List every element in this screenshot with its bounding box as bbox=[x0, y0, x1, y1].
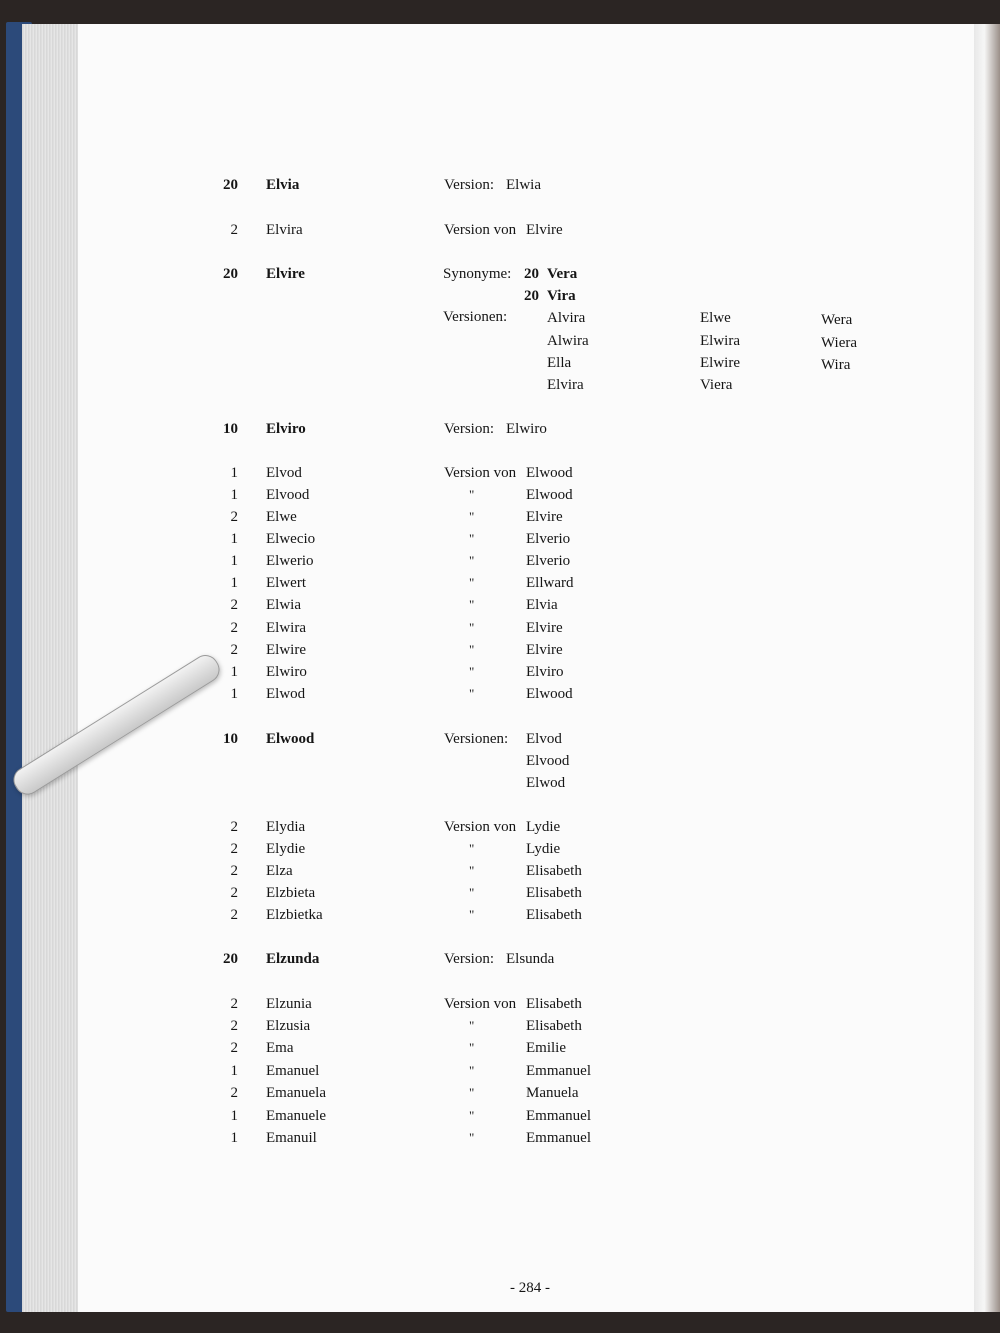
ditto-mark: " bbox=[469, 575, 475, 590]
related-name: Elisabeth bbox=[526, 863, 582, 879]
entry-count: 2 bbox=[230, 996, 238, 1012]
version-name: Elwira bbox=[700, 332, 740, 349]
related-name: Elvire bbox=[526, 222, 563, 238]
version-name: Elvod bbox=[526, 731, 562, 747]
ditto-mark: " bbox=[469, 885, 475, 900]
entry-count: 10 bbox=[223, 421, 238, 437]
entry-name: Elwert bbox=[266, 575, 306, 591]
related-name: Lydie bbox=[526, 841, 561, 857]
related-name: Elwiro bbox=[506, 421, 547, 437]
entry-name: Elwire bbox=[266, 642, 306, 658]
related-name: Elisabeth bbox=[526, 1018, 582, 1034]
version-name: Wera bbox=[821, 312, 853, 329]
synonym-name: Vera bbox=[547, 266, 578, 282]
related-name: Elisabeth bbox=[526, 885, 582, 901]
entry-count: 2 bbox=[230, 907, 238, 923]
entry-name: Elydie bbox=[266, 841, 306, 857]
entry-count: 2 bbox=[230, 642, 238, 658]
entry-count: 1 bbox=[230, 664, 238, 680]
ditto-mark: " bbox=[469, 1040, 475, 1055]
entry-name: Elvood bbox=[266, 487, 310, 503]
ditto-mark: " bbox=[469, 553, 475, 568]
version-name: Alwira bbox=[547, 332, 589, 349]
entry-name: Emanuela bbox=[266, 1085, 326, 1101]
entry-name: Elzunia bbox=[266, 996, 312, 1012]
ditto-mark: " bbox=[469, 841, 475, 856]
entry-count: 2 bbox=[230, 597, 238, 613]
entry-name: Emanuel bbox=[266, 1063, 320, 1079]
entry-count: 2 bbox=[230, 620, 238, 636]
entry-name: Elwerio bbox=[266, 553, 314, 569]
related-name: Emmanuel bbox=[526, 1063, 591, 1079]
entry-name: Elwood bbox=[266, 731, 315, 747]
related-name: Emmanuel bbox=[526, 1130, 591, 1146]
entry-name: Elwecio bbox=[266, 531, 316, 547]
entry-count: 1 bbox=[230, 1063, 238, 1079]
related-name: Elsunda bbox=[506, 951, 555, 967]
entry-count: 1 bbox=[230, 487, 238, 503]
version-name: Viera bbox=[700, 377, 733, 393]
entry-name: Elzusia bbox=[266, 1018, 311, 1034]
synonym-name: Vira bbox=[547, 288, 576, 305]
related-name: Elverio bbox=[526, 553, 571, 569]
synonym-count: 20 bbox=[524, 288, 539, 305]
version-name: Wiera bbox=[821, 334, 858, 351]
version-name: Ella bbox=[547, 354, 572, 371]
entry-name: Elwod bbox=[266, 686, 306, 702]
relation-label: Version von bbox=[444, 465, 517, 481]
ditto-mark: " bbox=[469, 1085, 475, 1100]
relation-label: Version: bbox=[444, 177, 494, 193]
related-name: Elvire bbox=[526, 620, 563, 636]
related-name: Elisabeth bbox=[526, 996, 582, 1012]
entry-count: 2 bbox=[230, 222, 238, 238]
version-name: Alvira bbox=[547, 310, 586, 327]
relation-label: Version von bbox=[444, 819, 517, 835]
entry-name: Elzunda bbox=[266, 951, 320, 967]
related-name: Elwood bbox=[526, 487, 573, 503]
entry-name: Elvod bbox=[266, 465, 302, 481]
ditto-mark: " bbox=[469, 863, 475, 878]
entry-name: Elydia bbox=[266, 819, 306, 835]
versions-label: Versionen: bbox=[443, 309, 508, 326]
entry-count: 1 bbox=[230, 1130, 238, 1146]
synonym-label: Synonyme: bbox=[443, 266, 512, 282]
entry-name: Elwira bbox=[266, 620, 306, 636]
entry-count: 1 bbox=[230, 686, 238, 702]
entry-name: Elvia bbox=[266, 177, 300, 193]
version-name: Wira bbox=[821, 356, 851, 373]
ditto-mark: " bbox=[469, 642, 475, 657]
related-name: Elwood bbox=[526, 686, 573, 702]
ditto-mark: " bbox=[469, 1130, 475, 1145]
ditto-mark: " bbox=[469, 597, 475, 612]
entry-count: 2 bbox=[230, 819, 238, 835]
entry-count: 2 bbox=[230, 1040, 238, 1056]
entry-name: Elwia bbox=[266, 597, 301, 613]
relation-label: Version: bbox=[444, 421, 494, 437]
relation-label: Version: bbox=[444, 951, 494, 967]
ditto-mark: " bbox=[469, 487, 475, 502]
entry-count: 1 bbox=[230, 575, 238, 591]
related-name: Elvire bbox=[526, 509, 563, 525]
related-name: Emmanuel bbox=[526, 1108, 591, 1124]
related-name: Elwood bbox=[526, 465, 573, 481]
related-name: Elisabeth bbox=[526, 907, 582, 923]
ditto-mark: " bbox=[469, 907, 475, 922]
version-name: Elwire bbox=[700, 354, 740, 371]
relation-label: Version von bbox=[444, 996, 517, 1012]
entry-count: 20 bbox=[223, 266, 238, 282]
entry-name: Emanuil bbox=[266, 1130, 317, 1146]
entry-name: Ema bbox=[266, 1040, 294, 1056]
entry-name: Elwiro bbox=[266, 664, 307, 680]
related-name: Elwia bbox=[506, 177, 541, 193]
related-name: Ellward bbox=[526, 575, 574, 591]
ditto-mark: " bbox=[469, 1108, 475, 1123]
related-name: Elverio bbox=[526, 531, 571, 547]
ditto-mark: " bbox=[469, 1018, 475, 1033]
entry-name: Elzbieta bbox=[266, 885, 316, 901]
entry-name: Elviro bbox=[266, 421, 306, 437]
synonym-count: 20 bbox=[524, 266, 539, 282]
entry-count: 10 bbox=[223, 731, 238, 747]
entry-name: Emanuele bbox=[266, 1108, 326, 1124]
ditto-mark: " bbox=[469, 531, 475, 546]
entry-count: 1 bbox=[230, 531, 238, 547]
version-name: Elvira bbox=[547, 377, 584, 393]
versions-label: Versionen: bbox=[444, 731, 509, 747]
entry-count: 2 bbox=[230, 1018, 238, 1034]
entry-name: Elza bbox=[266, 863, 293, 879]
entry-count: 2 bbox=[230, 841, 238, 857]
entry-count: 2 bbox=[230, 885, 238, 901]
entry-name: Elvire bbox=[266, 266, 305, 282]
entry-count: 20 bbox=[223, 951, 238, 967]
entry-count: 1 bbox=[230, 1108, 238, 1124]
ditto-mark: " bbox=[469, 1063, 475, 1078]
ditto-mark: " bbox=[469, 620, 475, 635]
related-name: Manuela bbox=[526, 1085, 579, 1101]
ditto-mark: " bbox=[469, 664, 475, 679]
entry-name: Elzbietka bbox=[266, 907, 323, 923]
related-name: Elvire bbox=[526, 642, 563, 658]
related-name: Elviro bbox=[526, 664, 564, 680]
entry-name: Elwe bbox=[266, 509, 297, 525]
version-name: Elvood bbox=[526, 753, 570, 770]
related-name: Emilie bbox=[526, 1040, 566, 1056]
relation-label: Version von bbox=[444, 222, 517, 238]
entry-count: 2 bbox=[230, 509, 238, 525]
entry-count: 20 bbox=[223, 177, 238, 193]
entry-count: 1 bbox=[230, 465, 238, 481]
entry-count: 2 bbox=[230, 1085, 238, 1101]
entry-count: 2 bbox=[230, 863, 238, 879]
ditto-mark: " bbox=[469, 686, 475, 701]
entry-name: Elvira bbox=[266, 222, 303, 238]
page-number: - 284 - bbox=[510, 1280, 550, 1296]
version-name: Elwod bbox=[526, 775, 566, 792]
related-name: Lydie bbox=[526, 819, 561, 835]
entry-count: 1 bbox=[230, 553, 238, 569]
related-name: Elvia bbox=[526, 597, 558, 613]
version-name: Elwe bbox=[700, 310, 731, 327]
ditto-mark: " bbox=[469, 509, 475, 524]
